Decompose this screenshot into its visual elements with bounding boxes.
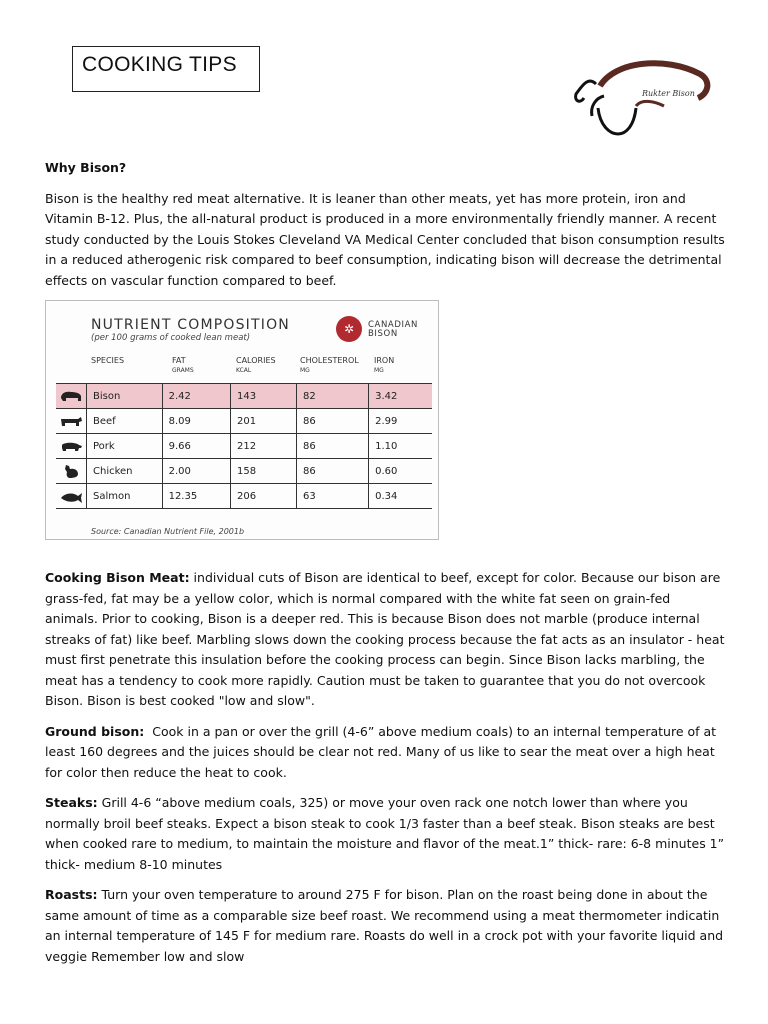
section-heading: Roasts: bbox=[45, 887, 98, 902]
cell-species: Salmon bbox=[87, 484, 163, 509]
cooking-sections bbox=[45, 568, 725, 967]
nutrient-composition-table bbox=[45, 300, 439, 540]
cell-cholesterol: 86 bbox=[297, 434, 369, 459]
cell-iron: 3.42 bbox=[369, 384, 432, 409]
header-iron: IRON MG bbox=[374, 356, 395, 374]
cell-species: Beef bbox=[87, 409, 163, 434]
nutrient-row-pork bbox=[56, 434, 432, 459]
cell-species: Bison bbox=[87, 384, 163, 409]
cell-calories: 143 bbox=[230, 384, 296, 409]
section-body: Grill 4-6 “above medium coals, 325) or move your oven rack one notch lower than where you normally broil beef steaks. Expect a bison steak to cook 1/3 faster than a beef steak. Bison steaks are best when cooked rare to medium, to maintain the moisture and flavor of the meat.1” thick- rare: 6-8 minutes 1” thick- medium 8-10 minutes bbox=[45, 795, 725, 872]
cow-icon bbox=[56, 409, 87, 434]
cell-fat: 2.00 bbox=[162, 459, 230, 484]
cell-fat: 8.09 bbox=[162, 409, 230, 434]
nutrient-title: NUTRIENT COMPOSITION bbox=[91, 317, 290, 333]
cell-species: Chicken bbox=[87, 459, 163, 484]
cell-fat: 12.35 bbox=[162, 484, 230, 509]
nutrient-row-bison bbox=[56, 384, 432, 409]
fish-icon bbox=[56, 484, 87, 509]
cell-iron: 2.99 bbox=[369, 409, 432, 434]
bison-icon bbox=[56, 384, 87, 409]
why-bison-body: Bison is the healthy red meat alternative. It is leaner than other meats, yet has more protein, iron and Vitamin B-12. Plus, the all-natural product is produced in a more environmentally friendly manner. A recent study conducted by the Louis Stokes Cleveland VA Medical Center concluded that bison consumption results in a reduced atherogenic risk compared to beef consumption, indicating bison will decrease the detrimental effects on vascular function compared to beef. bbox=[45, 190, 725, 288]
nutrient-source: Source: Canadian Nutrient File, 2001b bbox=[91, 527, 245, 536]
logo-text: Rukter Bison bbox=[642, 89, 695, 98]
cell-cholesterol: 82 bbox=[297, 384, 369, 409]
cell-iron: 0.34 bbox=[369, 484, 432, 509]
section-heading: Cooking Bison Meat: bbox=[45, 570, 190, 585]
nutrient-row-chicken bbox=[56, 459, 432, 484]
bison-logo bbox=[560, 46, 720, 146]
nutrient-subtitle: (per 100 grams of cooked lean meat) bbox=[91, 333, 251, 343]
cell-cholesterol: 86 bbox=[297, 459, 369, 484]
why-bison-section bbox=[45, 158, 725, 291]
section-heading: Steaks: bbox=[45, 795, 98, 810]
cell-fat: 9.66 bbox=[162, 434, 230, 459]
nutrient-data-table bbox=[56, 383, 432, 509]
chicken-icon bbox=[56, 459, 87, 484]
header-calories: CALORIES KCAL bbox=[236, 356, 276, 374]
cell-iron: 1.10 bbox=[369, 434, 432, 459]
section-body: individual cuts of Bison are identical to beef, except for color. Because our bison are grass-fed, fat may be a yellow color, which is normal compared with the white fat seen on grain-fed animals. Prior to cooking, Bison is a deeper red. This is because Bison does not marble (produce internal streaks of fat) like beef. Marbling slows down the cooking process because the fat acts as an insulator - heat must first penetrate this insulation before the cooking process can begin. Since Bison lacks marbling, the meat has a tendency to cook more rapidly. Caution must be taken to guarantee that you do not overcook Bison. Bison is best cooked "low and slow". bbox=[45, 570, 725, 708]
section-body: Cook in a pan or over the grill (4-6” above medium coals) to an internal temperature of at least 160 degrees and the juices should be clear not red. Many of us like to sear the meat over a high heat for color then reduce the heat to cook. bbox=[45, 723, 717, 780]
header-cholesterol: CHOLESTEROL MG bbox=[300, 356, 359, 374]
canadian-bison-logo-icon: ✲ bbox=[336, 316, 362, 342]
header-fat: FAT GRAMS bbox=[172, 356, 194, 374]
nutrient-row-beef bbox=[56, 409, 432, 434]
cell-calories: 206 bbox=[230, 484, 296, 509]
pig-icon bbox=[56, 434, 87, 459]
cell-fat: 2.42 bbox=[162, 384, 230, 409]
cell-cholesterol: 86 bbox=[297, 409, 369, 434]
cell-calories: 201 bbox=[230, 409, 296, 434]
nutrient-row-salmon bbox=[56, 484, 432, 509]
header-species: SPECIES bbox=[91, 356, 125, 365]
cell-species: Pork bbox=[87, 434, 163, 459]
cell-cholesterol: 63 bbox=[297, 484, 369, 509]
cell-calories: 212 bbox=[230, 434, 296, 459]
why-bison-heading: Why Bison? bbox=[45, 160, 127, 175]
bison-head-icon bbox=[560, 46, 720, 146]
cell-calories: 158 bbox=[230, 459, 296, 484]
section-heading: Ground bison: bbox=[45, 723, 145, 739]
cell-iron: 0.60 bbox=[369, 459, 432, 484]
page-title-box bbox=[72, 46, 260, 92]
brand-name: CANADIAN BISON bbox=[368, 320, 418, 339]
section-body: Turn your oven temperature to around 275 F for bison. Plan on the roast being done in about the same amount of time as a comparable size beef roast. We recommend using a meat thermometer indicatin an internal temperature of 145 F for medium rare. Roasts do well in a crock pot with your favorite liquid and veggie Remember low and slow bbox=[45, 887, 724, 964]
page-title: COOKING TIPS bbox=[82, 53, 237, 76]
